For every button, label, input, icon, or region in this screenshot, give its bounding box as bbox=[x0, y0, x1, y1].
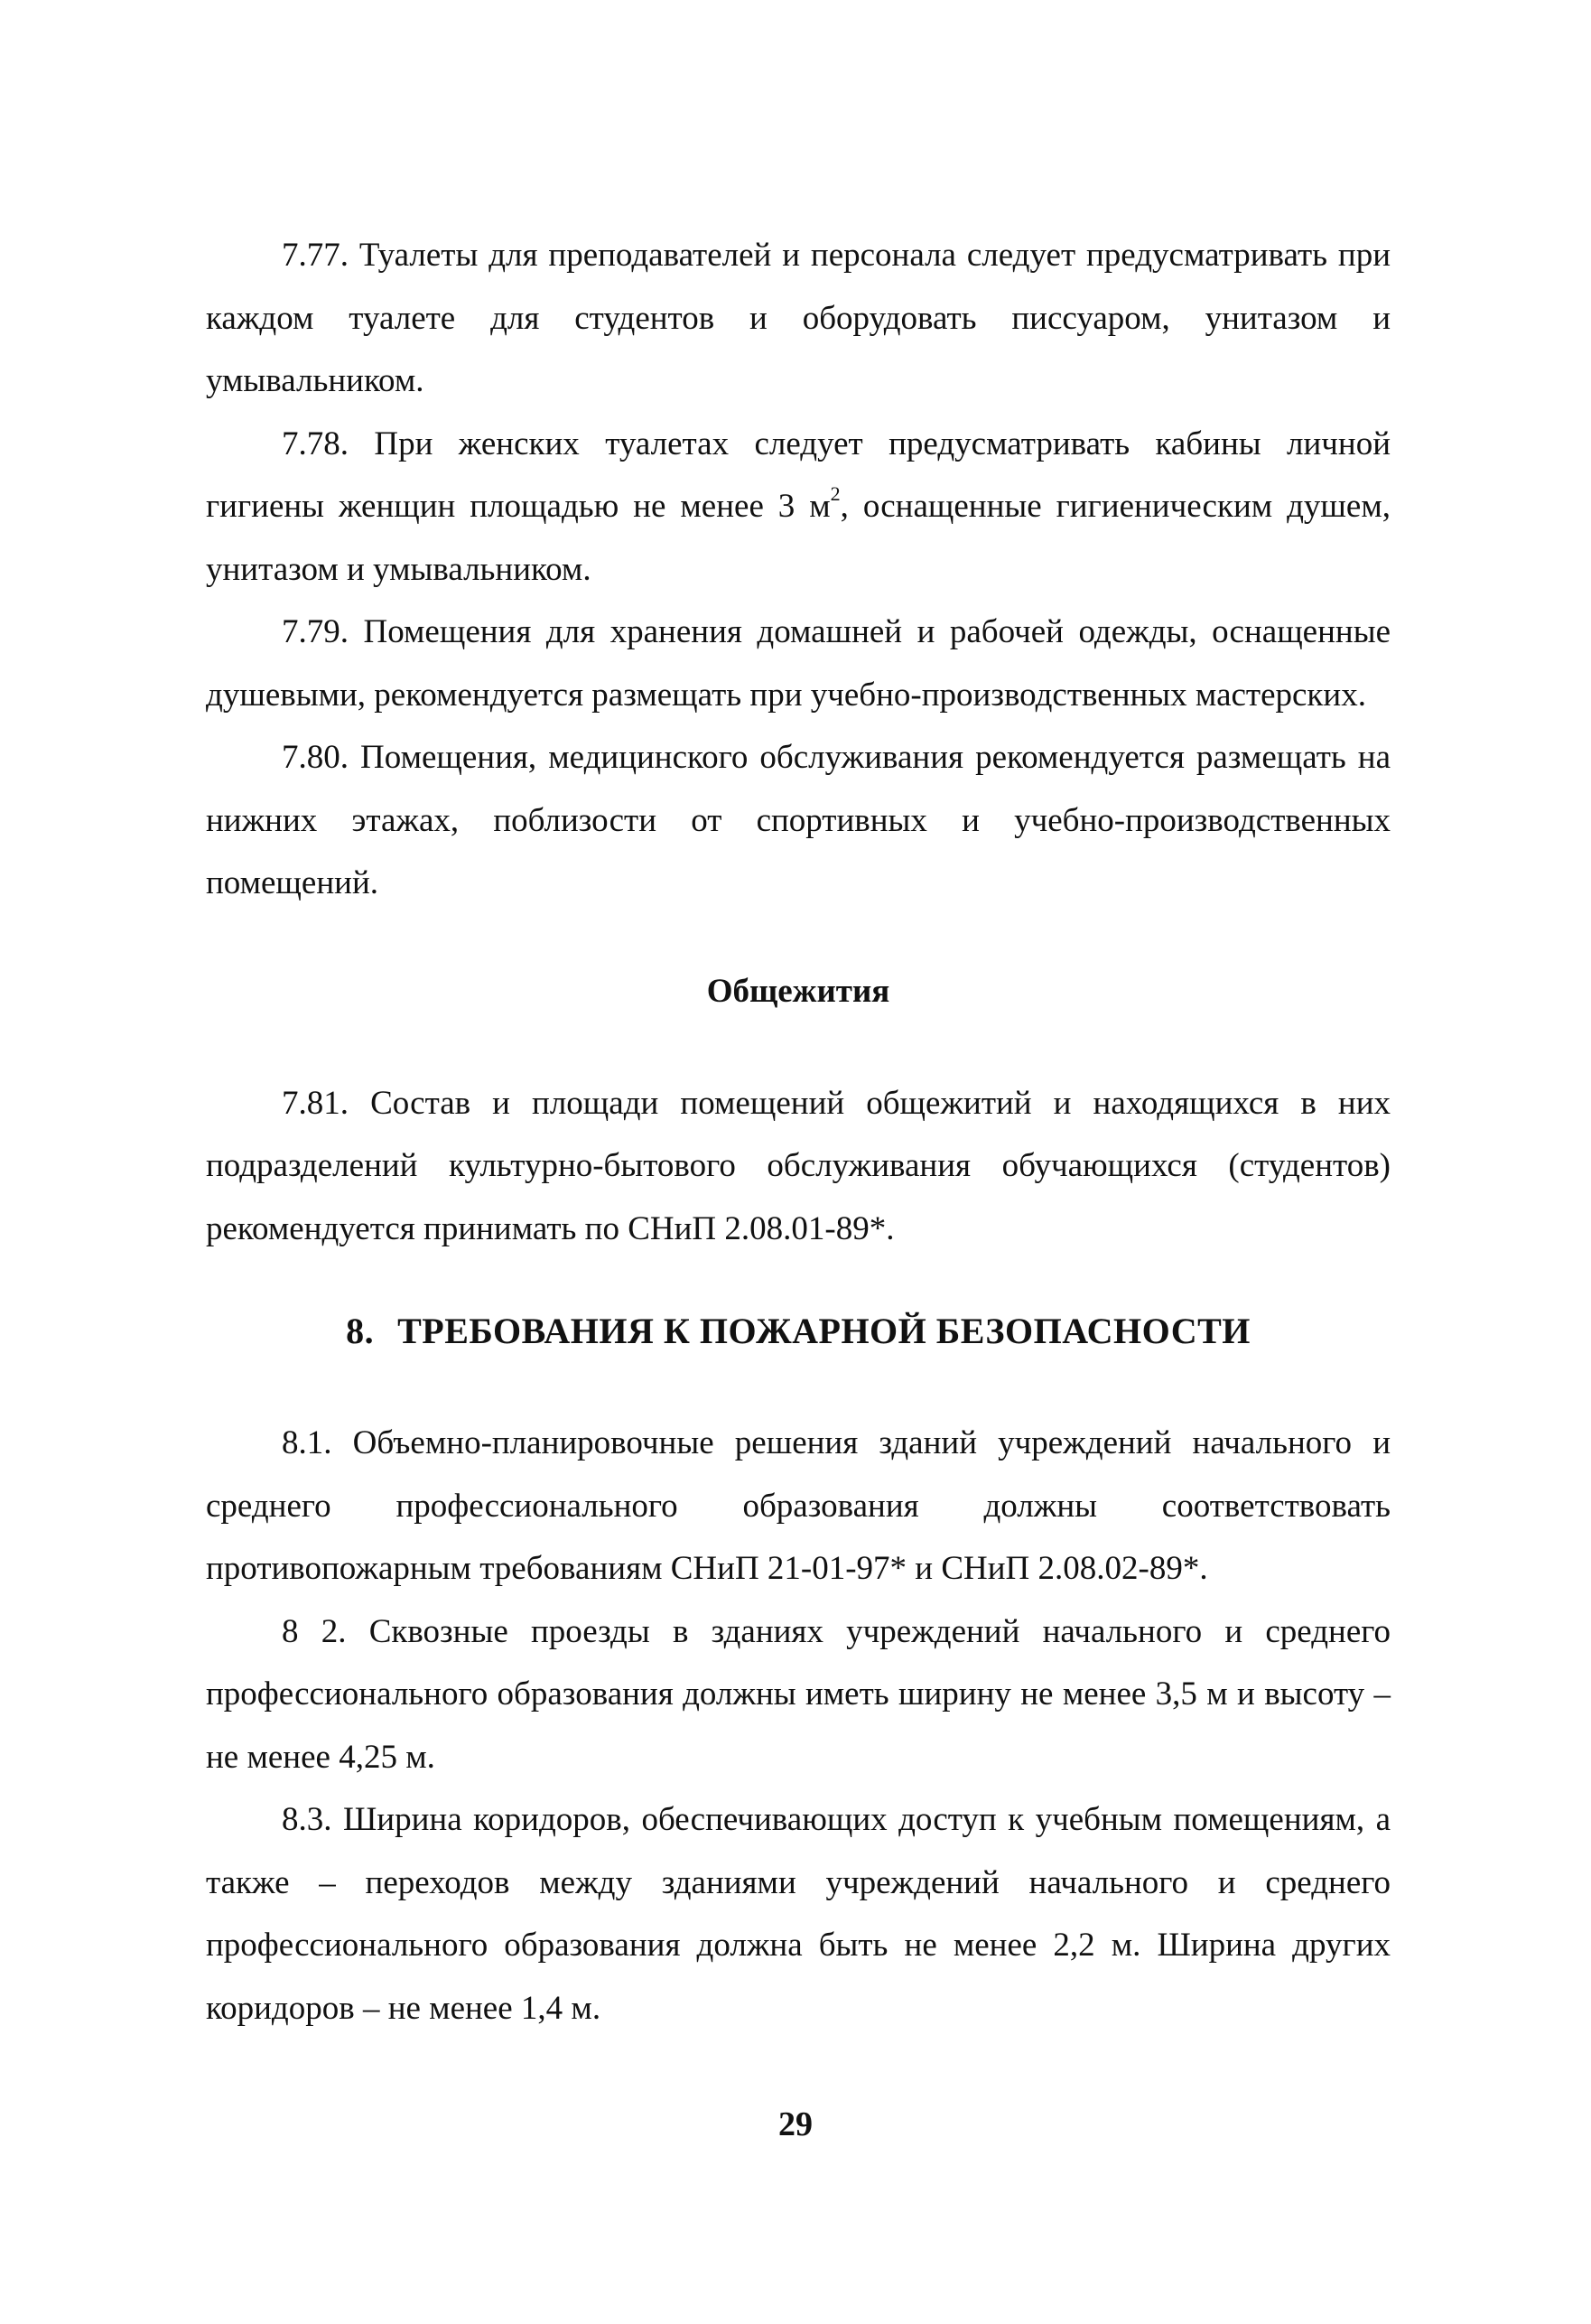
superscript: 2 bbox=[830, 482, 841, 505]
paragraph-7-81 bbox=[206, 1072, 1391, 1261]
paragraph-number: 8.3. bbox=[282, 1801, 332, 1838]
subsection-title: Общежития bbox=[706, 972, 890, 1010]
paragraph-text: Сквозные проезды в зданиях учреждений начального и среднего профессионального образования должны иметь ширину не менее 3,5 м и высоту – не менее 4,25 м. bbox=[206, 1612, 1391, 1776]
paragraph-text: Помещения для хранения домашней и рабочей одежды, оснащенные душевыми, рекомендуется размещать при учебно-производственных мастерских. bbox=[206, 613, 1391, 714]
paragraph-number: 7.79. bbox=[282, 613, 349, 650]
paragraph-number: 8.1. bbox=[282, 1424, 332, 1461]
paragraph-7-80 bbox=[206, 726, 1391, 915]
section-number: 8. bbox=[346, 1311, 375, 1351]
paragraph-number: 8 2. bbox=[282, 1612, 347, 1650]
section-heading bbox=[206, 1307, 1391, 1356]
paragraph-text: Объемно-планировочные решения зданий учреждений начального и среднего профессионального образования должны соответствовать противопожарным требованиям СНиП 21-01-97* и СНиП 2.08.02-89*. bbox=[206, 1424, 1391, 1587]
page-number: 29 bbox=[778, 2105, 813, 2143]
paragraph-7-78 bbox=[206, 413, 1391, 602]
paragraph-text: При женских туалетах следует предусматривать кабины личной гигиены женщин площадью не менее 3 м bbox=[206, 425, 1391, 525]
paragraph-8-2 bbox=[206, 1601, 1391, 1789]
section-title: ТРЕБОВАНИЯ К ПОЖАРНОЙ БЕЗОПАСНОСТИ bbox=[397, 1311, 1251, 1351]
page-content bbox=[206, 224, 1391, 2039]
paragraph-text: Помещения, медицинского обслуживания рекомендуется размещать на нижних этажах, поблизости от спортивных и учебно-производственных помещений. bbox=[206, 739, 1391, 901]
paragraph-number: 7.81. bbox=[282, 1084, 349, 1122]
paragraph-7-77 bbox=[206, 224, 1391, 413]
paragraph-number: 7.80. bbox=[282, 739, 349, 776]
paragraph-8-3 bbox=[206, 1788, 1391, 2039]
paragraph-number: 7.78. bbox=[282, 425, 349, 462]
paragraph-text: Состав и площади помещений общежитий и находящихся в них подразделений культурно-бытового обслуживания обучающихся (студентов) рекомендуется принимать по СНиП 2.08.01-89*. bbox=[206, 1084, 1391, 1247]
paragraph-8-1 bbox=[206, 1412, 1391, 1601]
paragraph-number: 7.77. bbox=[282, 237, 349, 274]
paragraph-text: Туалеты для преподавателей и персонала следует предусматривать при каждом туалете для студентов и оборудовать писсуаром, унитазом и умывальником. bbox=[206, 237, 1391, 399]
paragraph-text-continued: , оснащенные гигиеническим душем, унитазом и умывальником. bbox=[206, 488, 1391, 588]
paragraph-text: Ширина коридоров, обеспечивающих доступ к учебным помещениям, а также – переходов между зданиями учреждений начального и среднего профессионального образования должна быть не менее 2,2 м. Ширина других коридоров – не менее 1,4 м. bbox=[206, 1801, 1391, 2027]
paragraph-7-79 bbox=[206, 601, 1391, 726]
